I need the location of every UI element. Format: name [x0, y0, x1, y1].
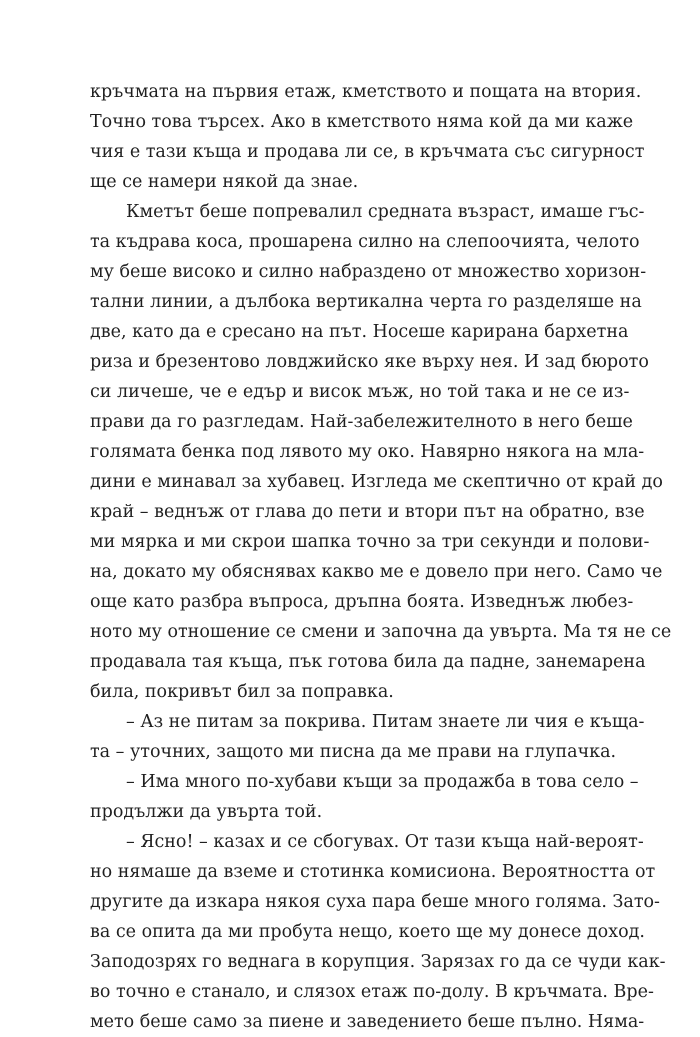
- text-line: дини е минавал за хубавец. Изгледа ме скептично от край до: [90, 472, 663, 492]
- text-line: риза и брезентово ловджийско яке върху нея. И зад бюрото: [90, 352, 649, 372]
- text-line: Кметът беше попревалил средната възраст, имаше гъс-: [126, 202, 645, 222]
- text-line: чия е тази къща и продава ли се, в кръчмата със сигурност: [90, 142, 645, 162]
- text-line: тални линии, а дълбока вертикална черта го разделяше на: [90, 292, 642, 312]
- text-line: му беше високо и силно набраздено от множество хоризон-: [90, 262, 647, 282]
- text-line: та къдрава коса, прошарена силно на слепоочията, челото: [90, 232, 640, 252]
- text-line: била, покривът бил за поправка.: [90, 682, 394, 702]
- text-line: ното му отношение се смени и започна да увърта. Ма тя не се: [90, 622, 672, 642]
- text-line: во точно е станало, и слязох етаж по-долу. В кръчмата. Вре-: [90, 982, 654, 1002]
- text-line: та – уточних, защото ми писна да ме прави на глупачка.: [90, 742, 617, 762]
- text-line: кръчмата на първия етаж, кметството и пощата на втория.: [90, 82, 642, 102]
- text-line: прави да го разгледам. Най-забележителното в него беше: [90, 412, 633, 432]
- text-line: продавала тая къща, пък готова била да падне, занемарена: [90, 652, 646, 672]
- text-line: другите да изкара някоя суха пара беше много голяма. Зато-: [90, 892, 660, 912]
- text-line: ва се опита да ми пробута нещо, което ще му донесе доход.: [90, 922, 645, 942]
- text-line: край – веднъж от глава до пети и втори път на обратно, взе: [90, 502, 645, 522]
- text-line: но нямаше да взeме и стотинка комисиона. Вероятността от: [90, 862, 656, 882]
- text-line: – Ясно! – казах и се сбогувах. От тази къща най-вероят-: [126, 832, 644, 852]
- text-line: мето беше само за пиене и заведението беше пълно. Няма-: [90, 1012, 645, 1032]
- text-line: ми мярка и ми скрои шапка точно за три секунди и полови-: [90, 532, 650, 552]
- text-line: ще се намери някой да знае.: [90, 172, 359, 192]
- text-line: продължи да увърта той.: [90, 802, 323, 822]
- text-line: – Аз не питам за покрива. Питам знаете ли чия е къща-: [126, 712, 645, 732]
- text-line: – Има много по-хубави къщи за продажба в това село –: [126, 772, 639, 792]
- text-line: на, докато му обяснявах какво ме е довело при него. Само че: [90, 562, 663, 582]
- text-line: си личеше, че е едър и висок мъж, но той така и не се из-: [90, 382, 630, 402]
- text-line: още като разбра въпроса, дръпна боята. Изведнъж любез-: [90, 592, 634, 612]
- text-line: голямата бенка под лявото му око. Навярно някога на мла-: [90, 442, 645, 462]
- text-line: Заподозрях го веднага в корупция. Зарязах го да се чуди как-: [90, 952, 666, 972]
- text-line: две, като да е сресано на път. Носеше карирана бархетна: [90, 322, 629, 342]
- text-line: Точно това търсех. Ако в кметството няма кой да ми каже: [90, 112, 634, 132]
